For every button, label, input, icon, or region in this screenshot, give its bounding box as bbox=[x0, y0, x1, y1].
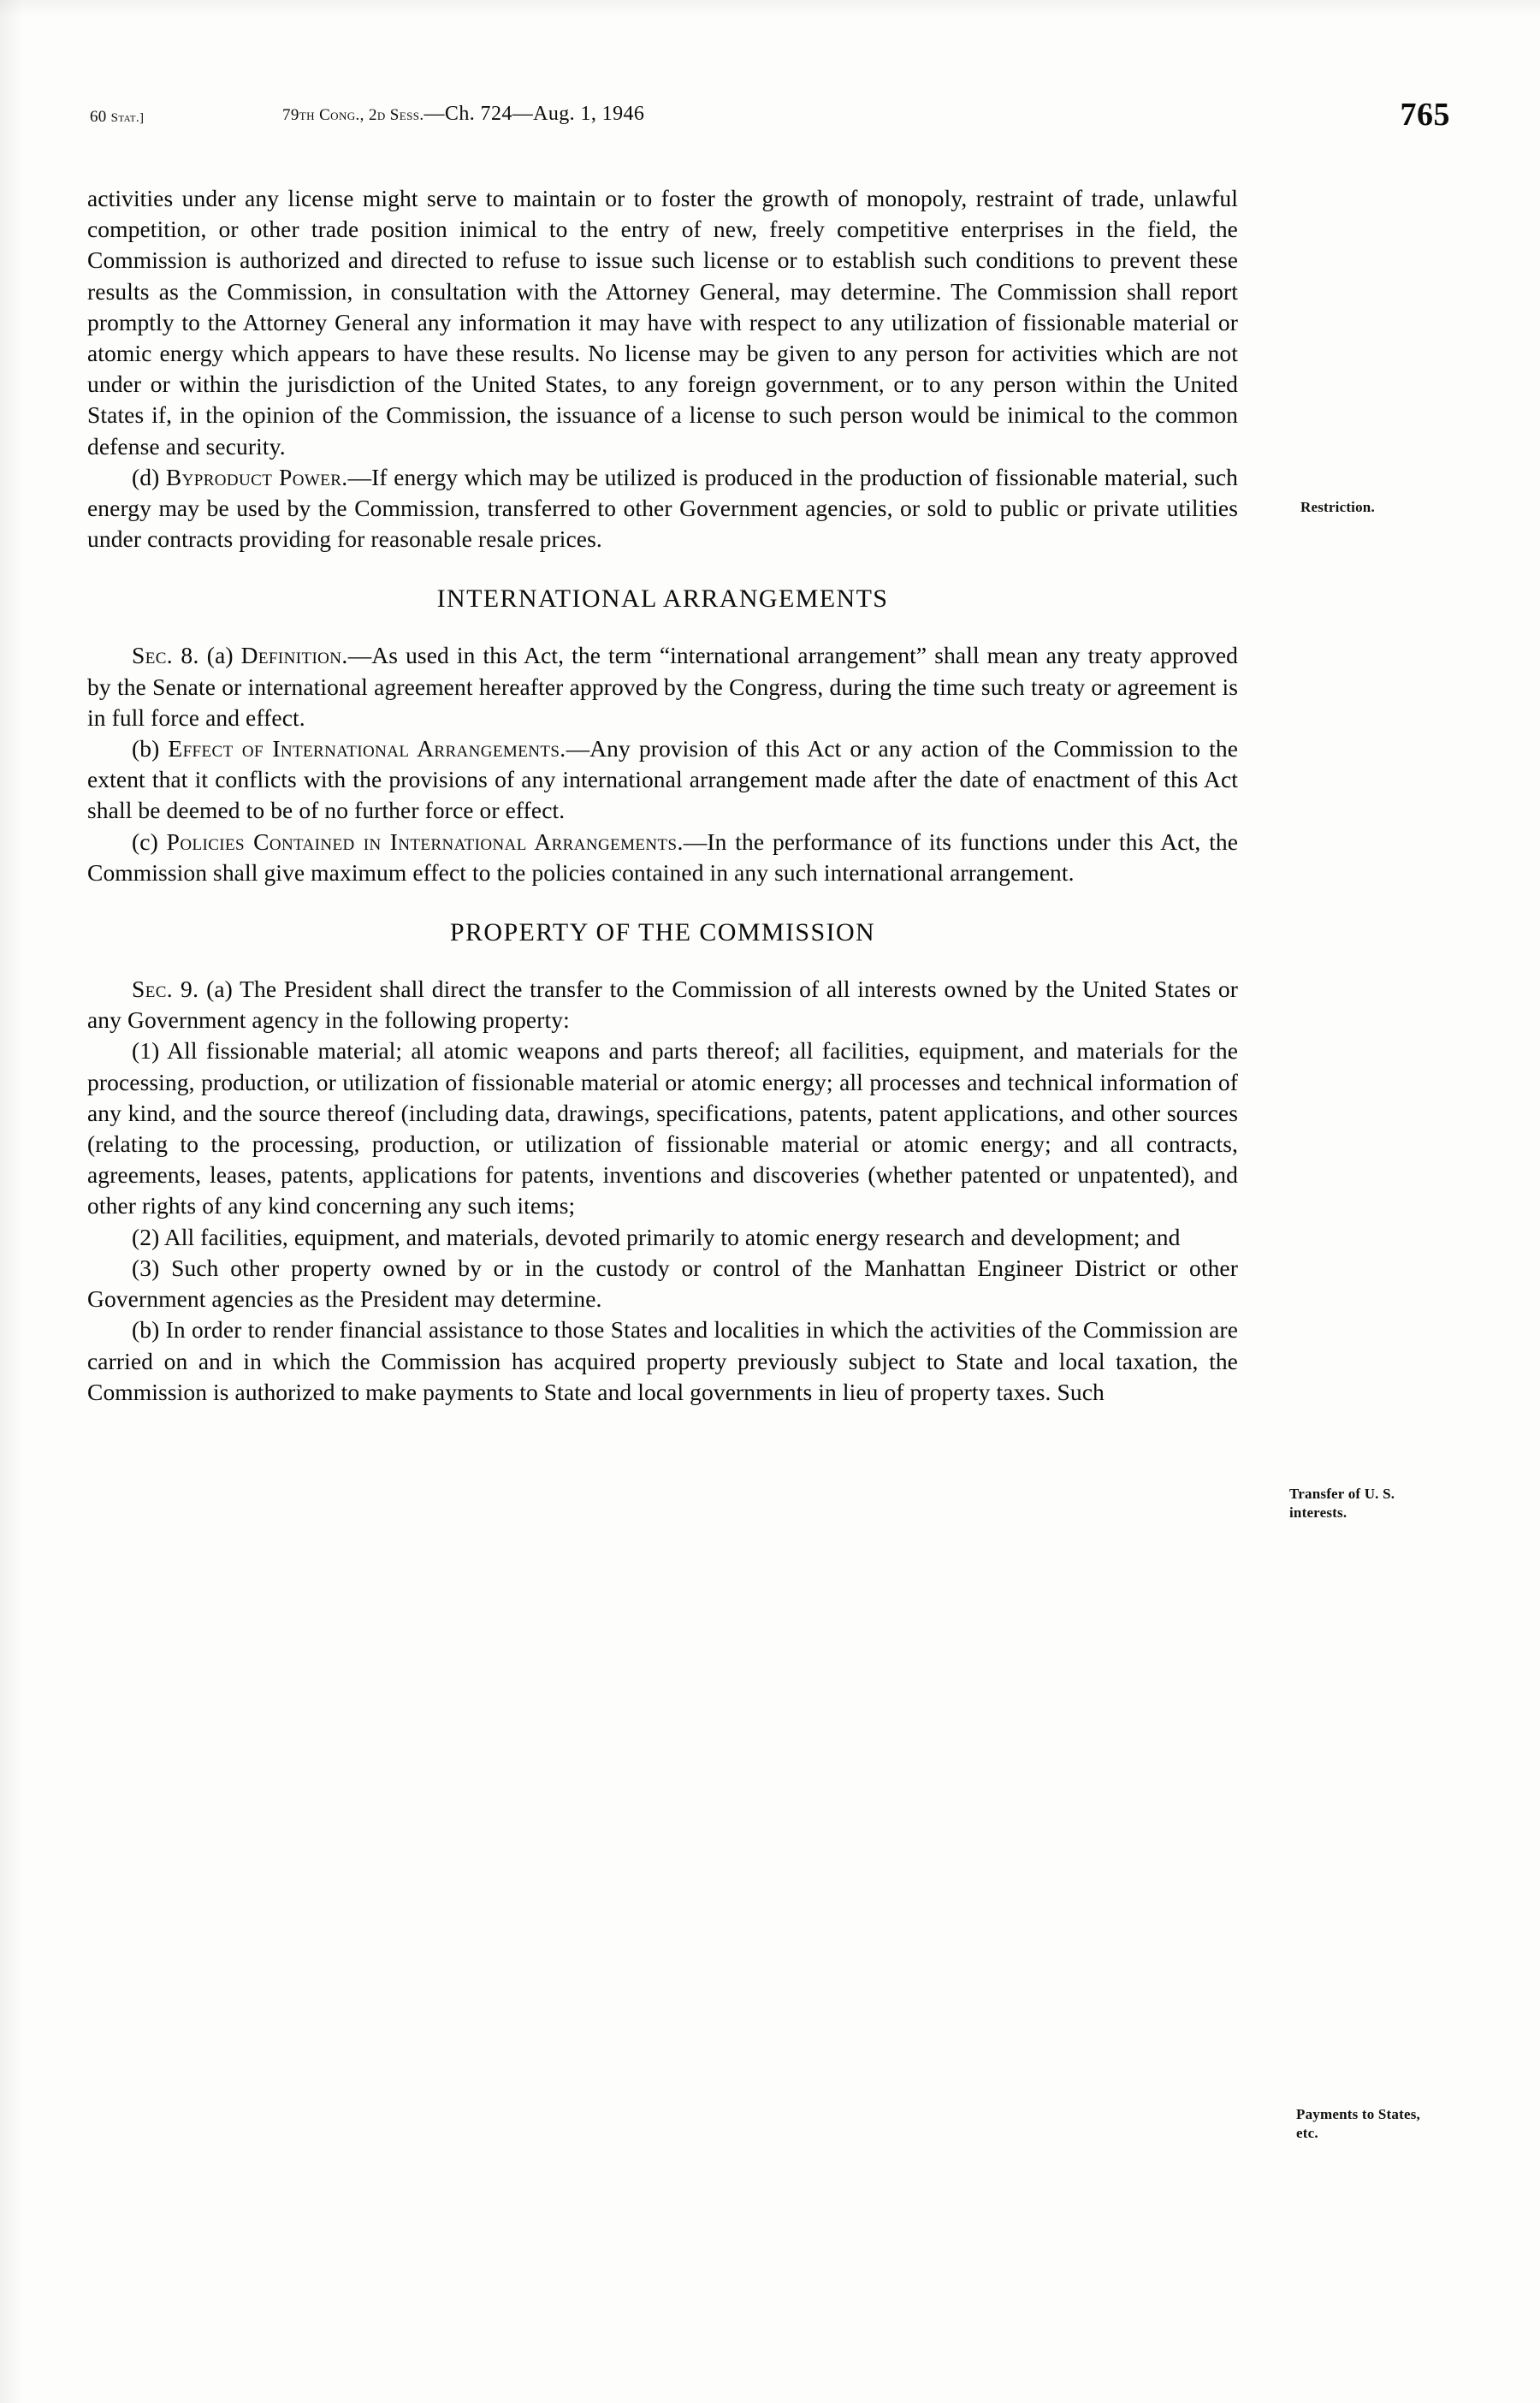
page-edge-shadow-left bbox=[0, 0, 22, 2403]
spacer bbox=[87, 888, 1238, 917]
heading-international-arrangements: INTERNATIONAL ARRANGEMENTS bbox=[436, 584, 889, 614]
sidenote-restriction: Restriction. bbox=[1300, 499, 1375, 515]
sidenote-transfer-line-1: Transfer of U. S. bbox=[1289, 1486, 1395, 1502]
session-citation: 79th Cong., 2d Sess.—Ch. 724—Aug. 1, 1946 bbox=[282, 103, 645, 125]
sidenote-transfer-line-2: interests. bbox=[1289, 1504, 1348, 1521]
sidenote-payments-to-states bbox=[1296, 2105, 1536, 2143]
page-number: 765 bbox=[1400, 97, 1450, 133]
spacer bbox=[87, 948, 1238, 974]
heading-property-of-the-commission: PROPERTY OF THE COMMISSION bbox=[449, 918, 876, 947]
running-head bbox=[0, 97, 1540, 145]
paragraph-sec8-c: (c) Policies Contained in International Arrangements.—In the performance of its functions under this Act, the Commission shall give maximum effect to the policies contained in any such international arrangement. bbox=[87, 828, 1239, 886]
page-edge-shadow-top bbox=[0, 0, 1540, 17]
main-text-column bbox=[87, 183, 1238, 1408]
paragraph-sec9-a-1: (1) All fissionable material; all atomic weapons and parts thereof; all facilities, equipment, and materials for the processing, production, or utilization of fissionable material or atomic energy; all processes and technical information of any kind, and the source thereof (including data, drawings, specifications, patents, patent applications, and other sources (relating to the processing, production, or utilization of fissionable material or atomic energy; and all contracts, agreements, leases, patents, applications for patents, inventions and discoveries (whether patented or unpatented), and other rights of any kind concerning any such items; bbox=[87, 1037, 1238, 1219]
paragraph-sec8-b: (b) Effect of International Arrangements.—Any provision of this Act or any action of the Commission to the extent that it conflicts with the provisions of any international arrangement made after the date of enactment of this Act shall be deemed to be of no further force or effect. bbox=[87, 735, 1239, 824]
spacer bbox=[87, 555, 1238, 584]
sidenote-payments-line-2: etc. bbox=[1296, 2125, 1318, 2141]
paragraph-sec9-a-3: (3) Such other property owned by or in the custody or control of the Manhattan Engineer District or other Government agencies as the President may determine. bbox=[87, 1254, 1238, 1313]
volume-citation: 60 Stat.] bbox=[90, 108, 145, 126]
paragraph-byproduct-power: (d) Byproduct Power.—If energy which may be utilized is produced in the production of fissionable material, such energy may be used by the Commission, transferred to other Government agencies, or sold to public or private utilities under contracts providing for reasonable resale prices. bbox=[87, 463, 1238, 553]
paragraph-sec9-b: (b) In order to render financial assistance to those States and localities in which the activities of the Commission are carried on and in which the Commission has acquired property previously subject to State and local taxation, the Commission is authorized to make payments to State and local governments in lieu of property taxes. Such bbox=[87, 1316, 1238, 1405]
sidenote-transfer-of-us-interests bbox=[1289, 1485, 1529, 1522]
paragraph-sec9-a-2: (2) All facilities, equipment, and materials, devoted primarily to atomic energy research and development; and bbox=[132, 1223, 1181, 1250]
paragraph-continued: activities under any license might serve to maintain or to foster the growth of monopoly, restraint of trade, unlawful competition, or other trade position inimical to the entry of new, freely competitive enterprises in the field, the Commission is authorized and directed to refuse to issue such license or to establish such conditions to prevent these results as the Commission, in consultation with the Attorney General, may determine. The Commission shall report promptly to the Attorney General any information it may have with respect to any utilization of fissionable material or atomic energy which appears to have these results. No license may be given to any person for activities which are not under or within the jurisdiction of the United States, to any foreign government, or to any person within the United States if, in the opinion of the Commission, the issuance of a license to such person would be inimical to the common defense and security. bbox=[87, 185, 1238, 460]
sidenote-payments-line-1: Payments to States, bbox=[1296, 2106, 1420, 2122]
paragraph-sec8-a: Sec. 8. (a) Definition.—As used in this Act, the term “international arrangement” shall mean any treaty approved by the Senate or international agreement hereafter approved by the Congress, during the time such treaty or agreement is in full force and effect. bbox=[87, 642, 1238, 731]
spacer bbox=[87, 614, 1238, 640]
paragraph-sec9-a: Sec. 9. (a) The President shall direct the transfer to the Commission of all interests owned by the United States or any Government agency in the following property: bbox=[87, 976, 1239, 1034]
